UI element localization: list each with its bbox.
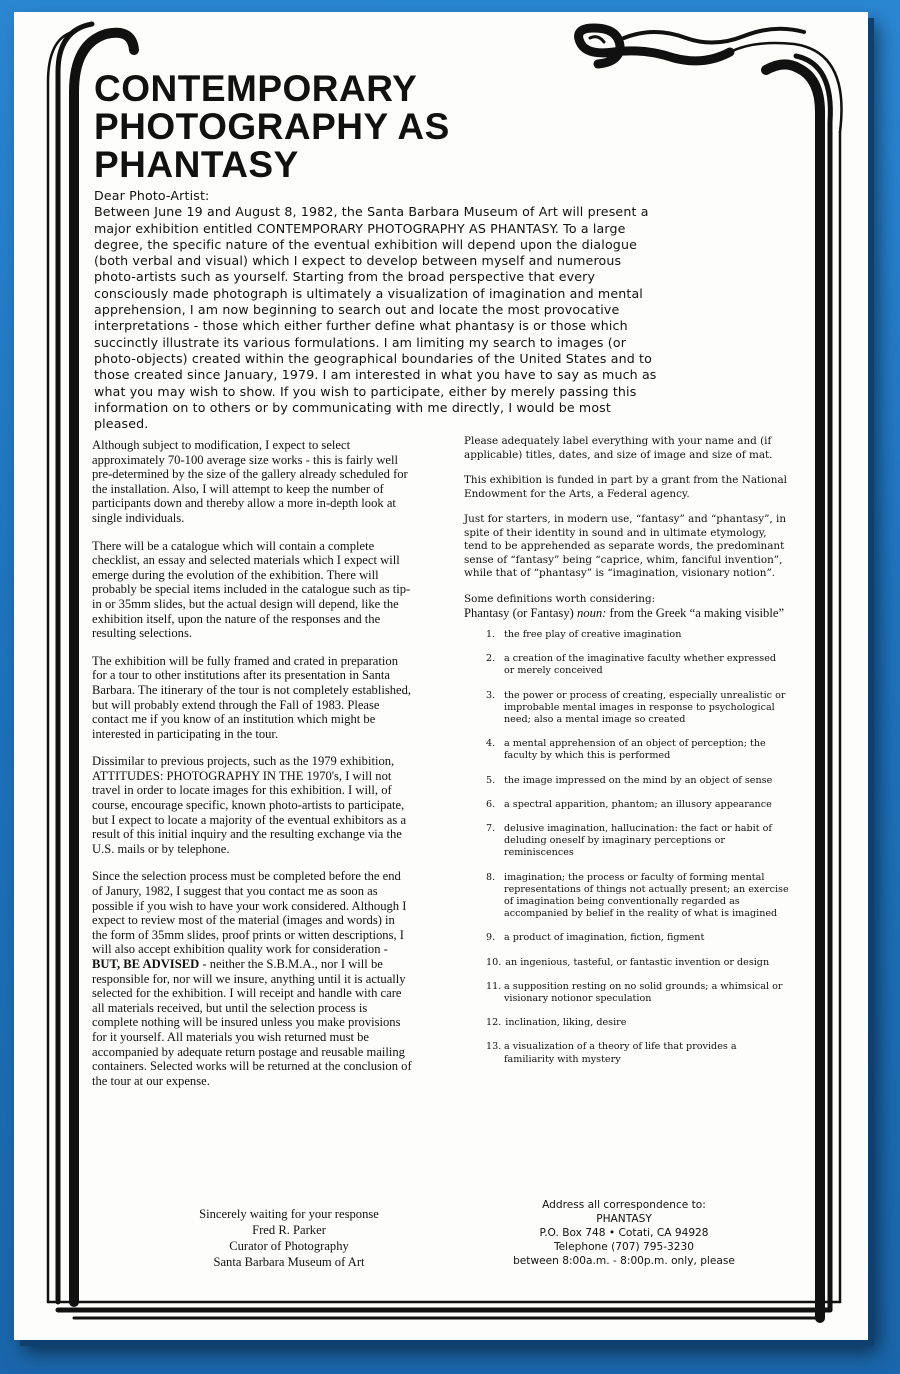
part-of-speech: noun: [576,606,607,620]
contact-block [484,1198,764,1268]
paragraph: This exhibition is funded in part by a grant from the National Endowment for the Arts, a Federal agency. [464,474,787,500]
paragraph [92,869,412,1088]
definition-number: 9. [486,932,496,944]
definition-item [486,1041,789,1065]
paragraph: Dissimilar to previous projects, such as the 1979 exhibition, ATTITUDES: PHOTOGRAPHY IN THE 1970's, I will not travel in order to locate images for this exhibition. I will, of course, encourage specific, known photo-artists to participate, but I expect to locate a majority of the eventual exhibitors as a result of this initial inquiry and the resulting exchange via the U.S. mails or by telephone. [92,754,407,856]
signer-institution: Santa Barbara Museum of Art [213,1255,365,1269]
definition-number: 5. [486,774,496,786]
definition-item [486,799,789,811]
definition-item [486,1017,789,1029]
definition-text: an ingenious, tasteful, or fantastic invention or design [505,956,770,968]
definition-text: a visualization of a theory of life that provides a familiarity with mystery [504,1041,737,1065]
title-line: PHOTOGRAPHY AS [94,106,450,147]
definition-item [486,653,789,677]
paragraph: Although subject to modification, I expect to select approximately 70-100 average size works - this is fairly well pre-determined by the size of the gallery already scheduled for the installation. Also, I will attempt to keep the number of participants down and thereby allow a more in-depth look at single individuals. [92,438,408,525]
definition-text: a spectral apparition, phantom; an illusory appearance [504,798,772,810]
advisory-bold: BUT, BE ADVISED [92,957,200,971]
definition-text: imagination; the process or faculty of forming mental representations of things not actually present; an exercise of imagination being conventionally regarded as accompanied by belief in the reality of what is imagined [504,871,789,920]
definition-number: 10. [486,956,502,968]
definition-item [486,775,789,787]
paragraph: The exhibition will be fully framed and crated in preparation for a tour to other institutions after its presentation in Santa Barbara. The itinerary of the tour is not completely established, but will probably extend through the Fall of 1983. Please contact me if you know of an institution which might be interested in participating in the tour. [92,653,412,741]
definition-item [486,690,789,727]
definition-item [486,981,789,1005]
contact-phone: Telephone (707) 795-3230 [553,1241,695,1253]
page-title [94,70,554,184]
definitions-heading: Some definitions worth considering: [464,592,656,605]
definition-item [486,932,789,944]
definition-item [486,872,789,921]
definition-number: 3. [486,689,496,701]
left-column [92,438,412,1101]
definition-number: 2. [486,653,496,665]
signoff-line: Sincerely waiting for your response [199,1207,379,1221]
definition-number: 6. [486,798,496,810]
contact-org: PHANTASY [596,1213,652,1225]
definition-item [486,957,789,969]
term: Phantasy (or Fantasy) [464,606,574,620]
definition-text: the free play of creative imagination [504,629,682,640]
definition-number: 7. [486,823,496,835]
paragraph-text: - neither the S.B.M.A., nor I will be responsible for, nor will we insure, anything until it is actually selected for the exhibition. I will receipt and handle with care all materials received, but until the selection process is complete nothing will be insured unless you make provisions for it yourself. All materials you wish returned must be accompanied by adequate return postage and reusable mailing containers. Selected works will be returned at the conclusion of the tour at our expense. [92,957,412,1088]
definition-text: the power or process of creating, especially unrealistic or improbable mental images in response to psychological need; also a mental image so created [504,689,786,726]
definition-text: a product of imagination, fiction, figment [504,932,705,944]
definition-number: 8. [486,871,496,883]
definition-text: inclination, liking, desire [505,1017,627,1029]
intro-letter [94,188,664,432]
definition-number: 4. [486,738,496,750]
title-line: CONTEMPORARY [94,68,418,109]
definition-item [486,629,789,641]
definition-text: a creation of the imaginative faculty whether expressed or merely conceived [504,653,777,677]
definition-text: a mental apprehension of an object of perception; the faculty by which this is performed [504,738,766,762]
signer-name: Fred R. Parker [252,1223,326,1237]
definition-number: 13. [486,1041,502,1053]
paragraph: There will be a catalogue which will contain a complete checklist, an essay and selected materials which I expect will emerge during the evolution of the exhibition. There will probably be special items included in the catalogue such as tip-in or 35mm slides, but the actual design will depend, like the exhibition itself, upon the nature of the responses and the resulting selections. [92,538,411,641]
definition-number: 11. [486,980,502,992]
signer-title: Curator of Photography [229,1239,349,1253]
definition-item [486,823,789,860]
term-line [464,606,789,621]
paragraph: Just for starters, in modern use, “fantasy” and “phantasy”, in spite of their identity in sound and in ultimate etymology, tend to be apprehended as separate words, the predominant sense of “fantasy” being “caprice, whim, fanciful invention”, while that of “phantasy” is “imagination, visionary notion”. [464,513,787,579]
definitions-list [486,629,789,1066]
salutation: Dear Photo-Artist: [94,188,210,203]
definition-text: a supposition resting on no solid grounds; a whimsical or visionary notionor speculation [504,980,783,1005]
definition-number: 1. [486,629,496,640]
contact-line: Address all correspondence to: [542,1199,706,1211]
intro-paragraph: Between June 19 and August 8, 1982, the Santa Barbara Museum of Art will present a major exhibition entitled CONTEMPORARY PHOTOGRAPHY AS PHANTASY. To a large degree, the specific nature of the eventual exhibition will depend upon the dialogue (both verbal and visual) which I expect to develop between myself and numerous photo-artists such as yourself. Starting from the broad perspective that every consciously made photograph is ultimately a visualization of imagination and mental apprehension, I am now beginning to search out and locate the most provocative interpretations - those which either further define what phantasy is or those which succinctly illustrate its various formulations. I am limiting my search to images (or photo-objects) created within the geographical boundaries of the United States and to those created since January, 1979. I am interested in what you have to say as much as what you may wish to show. If you wish to participate, either by merely passing this information on to others or by communicating with me directly, I would be most pleased. [94,204,657,432]
signoff [124,1206,454,1270]
definition-item [486,738,789,762]
right-column [464,435,789,1078]
paragraph-text: Since the selection process must be completed before the end of Janury, 1982, I suggest that you contact me as soon as possible if you wish to have your work considered. Although I expect to review most of the material (images and words) in the form of 35mm slides, proof prints or witten descriptions, I will also accept exhibition quality work for consideration - [92,869,407,957]
contact-address: P.O. Box 748 • Cotati, CA 94928 [539,1227,709,1239]
definition-text: the image impressed on the mind by an object of sense [504,774,773,786]
contact-hours: between 8:00a.m. - 8:00p.m. only, please [513,1255,735,1267]
title-line: PHANTASY [94,144,299,185]
definition-number: 12. [486,1017,502,1029]
paragraph: Please adequately label everything with your name and (if applicable) titles, dates, and size of image and size of mat. [464,435,773,461]
etymology: from the Greek “a making visible” [609,606,785,620]
document-sheet [14,12,868,1340]
definition-text: delusive imagination, hallucination: the fact or habit of deluding oneself by imaginary perceptions or reminiscences [504,823,772,859]
